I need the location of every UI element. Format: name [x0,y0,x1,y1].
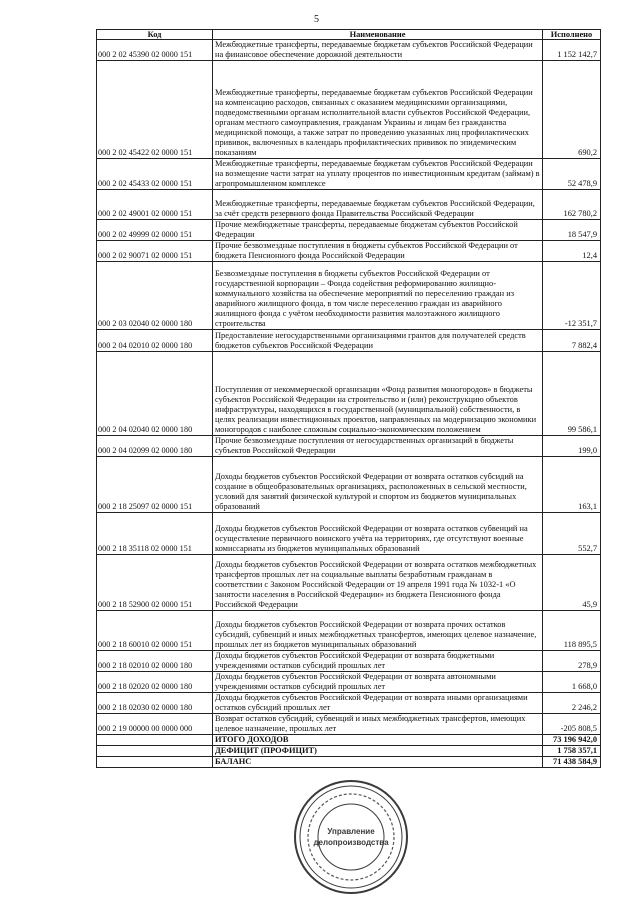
row-code: 000 2 04 02010 02 0000 180 [97,330,213,352]
row-value: -12 351,7 [543,262,601,330]
total-empty-code [97,757,213,768]
row-code: 000 2 18 35118 02 0000 151 [97,513,213,555]
row-name: Доходы бюджетов субъектов Российской Федерации от возврата автономными учреждениями остатков субсидий прошлых лет [213,672,543,693]
table-row [97,513,601,555]
row-name: Доходы бюджетов субъектов Российской Федерации от возврата прочих остатков субсидий, субвенций и иных межбюджетных трансфертов, имеющих целевое назначение, прошлых лет из бюджетов муниципальных образований [213,611,543,651]
total-empty-code [97,746,213,757]
table-row [97,159,601,190]
row-value: 7 882,4 [543,330,601,352]
row-name: Прочие межбюджетные трансферты, передаваемые бюджетам субъектов Российской Федерации [213,220,543,241]
row-value: 163,1 [543,457,601,513]
total-label: ДЕФИЦИТ (ПРОФИЦИТ) [213,746,543,757]
total-value: 73 196 942,0 [543,735,601,746]
row-name: Доходы бюджетов субъектов Российской Федерации от возврата остатков субвенций на осуществление первичного воинского учёта на территориях, где отсутствуют военные комиссариаты из бюджетов муниципальных образований [213,513,543,555]
row-name: Межбюджетные трансферты, передаваемые бюджетам субъектов Российской Федерации на компенсацию расходов, связанных с оказанием медицинскими организациями, подведомственными органам исполнительной власти субъектов Российской Федерации, органам местного самоуправления, гражданам Украины и лицам без гражданства медицинской помощи, а также затрат по проведению указанных лиц профилактических прививок, включенных в календарь профилактических прививок по эпидемическим показаниям [213,61,543,159]
row-name: Доходы бюджетов субъектов Российской Федерации от возврата иными организациями остатков субсидий прошлых лет [213,693,543,714]
table-row [97,555,601,611]
row-name: Предоставление негосударственными организациями грантов для получателей средств бюджетов субъектов Российской Федерации [213,330,543,352]
row-value: 278,9 [543,651,601,672]
row-name: Доходы бюджетов субъектов Российской Федерации от возврата остатков субсидий на создание в общеобразовательных организациях, расположенных в сельской местности, условий для занятий физической культурой и спортом из бюджетов муниципальных образований [213,457,543,513]
row-name: Межбюджетные трансферты, передаваемые бюджетам субъектов Российской Федерации на возмещение части затрат на уплату процентов по инвестиционным кредитам (займам) в агропромышленном комплексе [213,159,543,190]
row-name: Поступления от некоммерческой организации «Фонд развития моногородов» в бюджеты субъектов Российской Федерации на строительство и (или) реконструкцию объектов инфраструктуры, находящихся в государственной (муниципальной) собственности, в целях реализации инвестиционных проектов, направленных на модернизацию экономики моногородов с наиболее сложным социально-экономическим положением [213,352,543,436]
row-code: 000 2 18 02030 02 0000 180 [97,693,213,714]
row-value: 199,0 [543,436,601,457]
row-value: 12,4 [543,241,601,262]
row-name: Межбюджетные трансферты, передаваемые бюджетам субъектов Российской Федерации на финансовое обеспечение дорожной деятельности [213,40,543,61]
row-code: 000 2 19 00000 00 0000 000 [97,714,213,735]
row-name: Межбюджетные трансферты, передаваемые бюджетам субъектов Российской Федерации, за счёт средств резервного фонда Правительства Российской Федерации [213,190,543,220]
row-code: 000 2 02 90071 02 0000 151 [97,241,213,262]
row-value: 18 547,9 [543,220,601,241]
row-code: 000 2 02 45433 02 0000 151 [97,159,213,190]
header-value: Исполнено [543,30,601,40]
header-code: Код [97,30,213,40]
total-row [97,746,601,757]
table-row [97,262,601,330]
page-number: 5 [314,14,319,25]
total-row [97,757,601,768]
row-name: Доходы бюджетов субъектов Российской Федерации от возврата остатков межбюджетных трансфертов прошлых лет на социальные выплаты безработным гражданам в соответствии с Законом Российской Федерации от 19 апреля 1991 года № 1032-1 «О занятости населения в Российской Федерации» из бюджета Пенсионного фонда Российской Федерации [213,555,543,611]
row-value: 118 895,5 [543,611,601,651]
row-value: 1 152 142,7 [543,40,601,61]
table-row [97,190,601,220]
row-name: Прочие безвозмездные поступления в бюджеты субъектов Российской Федерации от бюджета Пенсионного фонда Российской Федерации [213,241,543,262]
table-row [97,611,601,651]
table-row [97,672,601,693]
total-label: БАЛАНС [213,757,543,768]
row-code: 000 2 18 02020 02 0000 180 [97,672,213,693]
row-value: 1 668,0 [543,672,601,693]
budget-table [96,29,601,768]
table-row [97,651,601,672]
table-header-row [97,30,601,40]
row-value: 52 478,9 [543,159,601,190]
row-value: 552,7 [543,513,601,555]
row-value: 99 586,1 [543,352,601,436]
row-code: 000 2 03 02040 02 0000 180 [97,262,213,330]
row-value: 45,9 [543,555,601,611]
row-code: 000 2 02 49001 02 0000 151 [97,190,213,220]
stamp-line-2: делопроизводства [313,838,389,847]
row-name: Возврат остатков субсидий, субвенций и иных межбюджетных трансфертов, имеющих целевое назначение, прошлых лет [213,714,543,735]
table-row [97,61,601,159]
table-row [97,40,601,61]
row-code: 000 2 04 02099 02 0000 180 [97,436,213,457]
row-name: Безвозмездные поступления в бюджеты субъектов Российской Федерации от государственной корпорации – Фонда содействия реформированию жилищно-коммунального хозяйства на обеспечение мероприятий по переселению граждан из аварийного жилищного фонда, в том числе переселению граждан из аварийного жилищного фонда с учётом необходимости развития малоэтажного жилищного строительства [213,262,543,330]
row-code: 000 2 02 45422 02 0000 151 [97,61,213,159]
row-value: -205 808,5 [543,714,601,735]
row-code: 000 2 18 60010 02 0000 151 [97,611,213,651]
row-value: 162 780,2 [543,190,601,220]
header-name: Наименование [213,30,543,40]
table-row [97,693,601,714]
row-name: Доходы бюджетов субъектов Российской Федерации от возврата бюджетными учреждениями остатков субсидий прошлых лет [213,651,543,672]
row-name: Прочие безвозмездные поступления от негосударственных организаций в бюджеты субъектов Российской Федерации [213,436,543,457]
row-code: 000 2 18 25097 02 0000 151 [97,457,213,513]
table-body [97,40,601,768]
row-code: 000 2 04 02040 02 0000 180 [97,352,213,436]
row-value: 690,2 [543,61,601,159]
total-label: ИТОГО ДОХОДОВ [213,735,543,746]
total-empty-code [97,735,213,746]
row-code: 000 2 18 02010 02 0000 180 [97,651,213,672]
total-value: 71 438 584,9 [543,757,601,768]
stamp-line-1: Управление [327,827,375,836]
total-value: 1 758 357,1 [543,746,601,757]
table-row [97,714,601,735]
row-code: 000 2 02 45390 02 0000 151 [97,40,213,61]
row-value: 2 246,2 [543,693,601,714]
table-row [97,220,601,241]
stamp-seal [292,778,410,896]
total-row [97,735,601,746]
table-row [97,352,601,436]
table-row [97,241,601,262]
row-code: 000 2 02 49999 02 0000 151 [97,220,213,241]
table-row [97,330,601,352]
table-row [97,457,601,513]
row-code: 000 2 18 52900 02 0000 151 [97,555,213,611]
table-row [97,436,601,457]
